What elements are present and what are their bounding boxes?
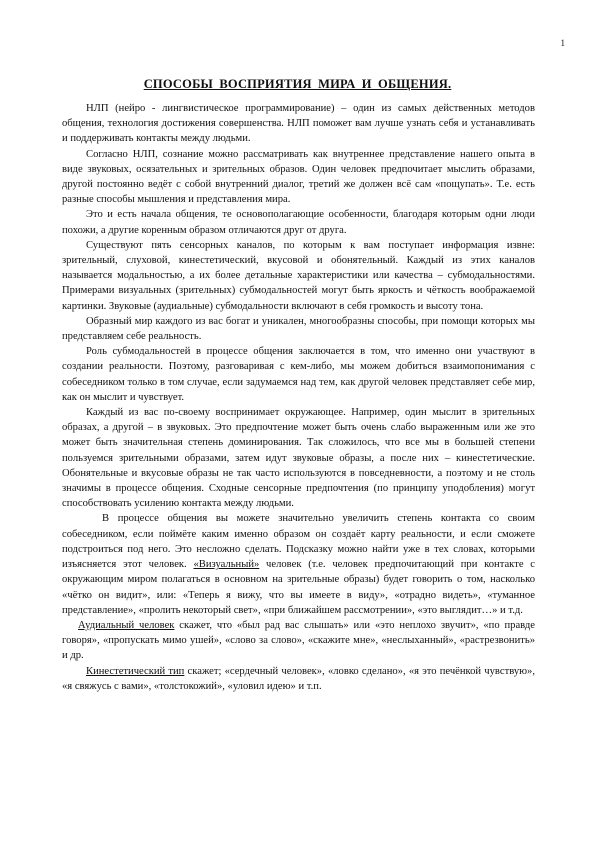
paragraph: Каждый из вас по-своему воспринимает окружающее. Например, один мыслит в зрительных образах, а другой – в звуковых. Это предпочтение может быть очень слабо выраженным или же это может быть значительная степень доминирования. Так сложилось, что все мы в большей степени пользуемся зрительными образами, затем идут звуковые образы, а после них – кинестетические. Обонятельные и вкусовые образы не так часто используются в повседневности, а поэтому и не столь значимы в процессе общения. Сходные сенсорные предпочтения (по принципу уподобления) могут способствовать усилению контакта между людьми. bbox=[62, 407, 535, 510]
paragraph-kinesthetic bbox=[62, 664, 535, 694]
text-segment: скажет, что «был рад вас слышать» или «это неплохо звучит», «по правде говоря», «пропускать мимо ушей», «слово за слово», «скажите мне», «неслыханный», «растрезвонить» и др. bbox=[62, 619, 535, 662]
paragraph-audial bbox=[62, 618, 535, 664]
document-body bbox=[62, 101, 535, 694]
paragraph: НЛП (нейро - лингвистическое программирование) – один из самых действенных методов общения, технология достижения совершенства. НЛП поможет вам лучше узнать себя и устанавливать и поддерживать контакты между людьми. bbox=[62, 103, 535, 145]
document-title: СПОСОБЫ ВОСПРИЯТИЯ МИРА И ОБЩЕНИЯ. bbox=[143, 77, 452, 91]
paragraph: Согласно НЛП, сознание можно рассматривать как внутреннее представление нашего опыта в виде звуковых, осязательных и зрительных образов. Один человек предпочитает мыслить образами, другой постоянно ведёт с собой внутренний диалог, третий же должен всё сам «пощупать». Т.е. есть разные способы мышления и представления мира. bbox=[62, 148, 535, 206]
text-segment: человек (т.е. человек предпочитающий при контакте с окружающим миром полагаться в основном на зрительные образы) будет говорить о том, насколько «чётко он видит», или: «Теперь я вижу, что вы имеете в виду», «отрадно видеть», «туманное представление», «пролить некоторый свет», «при ближайшем рассмотрении», «это выглядит…» и т.д. bbox=[62, 559, 535, 616]
underlined-term: Аудиальный человек bbox=[78, 619, 175, 631]
paragraph-visual bbox=[62, 511, 535, 617]
page-number: 1 bbox=[560, 38, 565, 48]
paragraph: Роль субмодальностей в процессе общения заключается в том, что именно они участвуют в создании реальности. Поэтому, разговаривая с кем-либо, мы можем добиться взаимопонимания с собеседником только в том случае, если задумаемся над тем, как другой человек представляет себе мир, как он мыслит и чувствует. bbox=[62, 346, 535, 403]
paragraph: Это и есть начала общения, те основополагающие особенности, благодаря которым одни люди похожи, а другие коренным образом отличаются друг от друга. bbox=[62, 209, 535, 236]
text-segment: В процессе общения вы можете значительно увеличить степень контакта со своим собеседником, если поймёте каким именно образом он создаёт карту реальности, и если сможете подстроиться под него. Это несложно сделать. Подсказку можно найти уже в тех словах, которыми изъясняется этот человек. bbox=[62, 513, 535, 571]
paragraph: Образный мир каждого из вас богат и уникален, многообразны способы, при помощи которых мы представляем себе реальность. bbox=[62, 315, 535, 343]
paragraph: Существуют пять сенсорных каналов, по которым к вам поступает информация извне: зрительный, слуховой, кинестетический, вкусовой и обонятельный. Каждый из этих каналов называется модальностью, а их более детальные характеристики или качества – субмодальностями. Примерами визуальных (зрительных) субмодальностей могут быть яркость и чёткость воображаемой картинки. Звуковые (аудиальные) субмодальности включают в себя громкость и высоту тона. bbox=[62, 239, 535, 312]
underlined-term: «Визуальный» bbox=[193, 559, 260, 571]
underlined-term: Кинестетический тип bbox=[86, 665, 185, 677]
text-segment: скажет; «сердечный человек», «ловко сделано», «я это печёнкой чувствую», «я свяжусь с вами», «толстокожий», «уловил идею» и т.п. bbox=[62, 665, 535, 692]
